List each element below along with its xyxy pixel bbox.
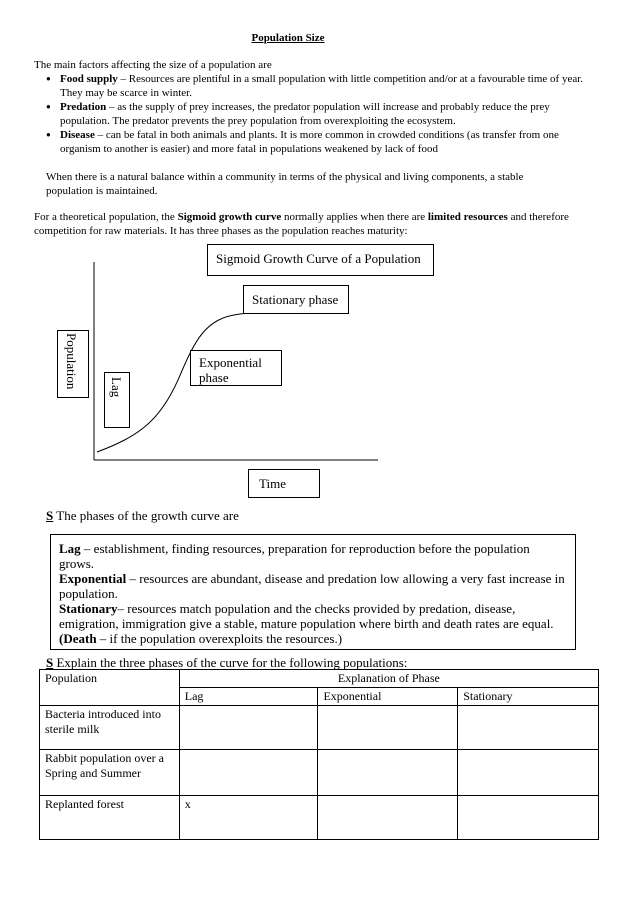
stationary-label-box — [243, 285, 349, 314]
intro-text: The main factors affecting the size of a population are — [34, 59, 272, 71]
lag-label-box — [104, 372, 130, 428]
diagram-title: Sigmoid Growth Curve of a Population — [216, 251, 421, 266]
exponential-label: Exponential phase — [199, 355, 262, 385]
table-row: Replanted forest x — [40, 796, 599, 840]
table-row: Bacteria introduced into sterile milk — [40, 706, 599, 750]
header-population: Population — [40, 670, 180, 688]
phase-item: (Death – if the population overexploits the resources.) — [59, 631, 343, 646]
explanation-table — [39, 669, 599, 840]
header-exponential: Exponential — [318, 688, 458, 706]
theory-paragraph: For a theoretical population, the Sigmoid growth curve normally applies when there are limited resources and therefore competition for raw materials. It has three phases as the population reaches maturity: — [34, 211, 569, 237]
header-lag: Lag — [179, 688, 318, 706]
phases-box — [50, 534, 576, 650]
y-axis-label-box — [57, 330, 89, 398]
exponential-label-box — [190, 350, 282, 386]
page-title: Population Size — [251, 32, 325, 44]
table-row: Rabbit population over a Spring and Summer — [40, 750, 599, 796]
y-axis-label: Population — [64, 333, 79, 390]
factor-item: ● Food supply – Resources are plentiful in a small population with little competition and/or at a favourable time of year. They may be scarce in winter. — [60, 72, 600, 100]
phase-item: Stationary– resources match population and the checks provided by predation, disease, emigration, immigration give a stable, mature population where birth and death rates are equal. — [59, 601, 554, 631]
phase-item: Lag – establishment, finding resources, preparation for reproduction before the population grows. — [59, 541, 530, 571]
lag-label: Lag — [109, 377, 124, 398]
x-axis-label: Time — [259, 476, 286, 491]
stationary-label: Stationary phase — [252, 292, 339, 307]
factor-item: ● Disease – can be fatal in both animals and plants. It is more common in crowded conditions (as transfer from one organism to another is easier) and more fatal in populations weakened by lack of food — [60, 128, 600, 156]
balance-paragraph: When there is a natural balance within a community in terms of the physical and living components, a stable population is maintained. — [46, 171, 524, 197]
x-axis-label-box — [248, 469, 320, 498]
factor-item: ● Predation – as the supply of prey increases, the predator population will increase and probably reduce the prey population. The predator prevents the prey population from overexploiting the ecosystem. — [60, 100, 600, 128]
header-stationary: Stationary — [458, 688, 599, 706]
diagram-title-box — [207, 244, 434, 276]
question-1: S The phases of the growth curve are — [46, 508, 239, 523]
question-2: S Explain the three phases of the curve for the following populations: — [46, 655, 408, 670]
phase-item: Exponential – resources are abundant, disease and predation low allowing a very fast increase in population. — [59, 571, 565, 601]
header-explanation: Explanation of Phase — [179, 670, 598, 688]
